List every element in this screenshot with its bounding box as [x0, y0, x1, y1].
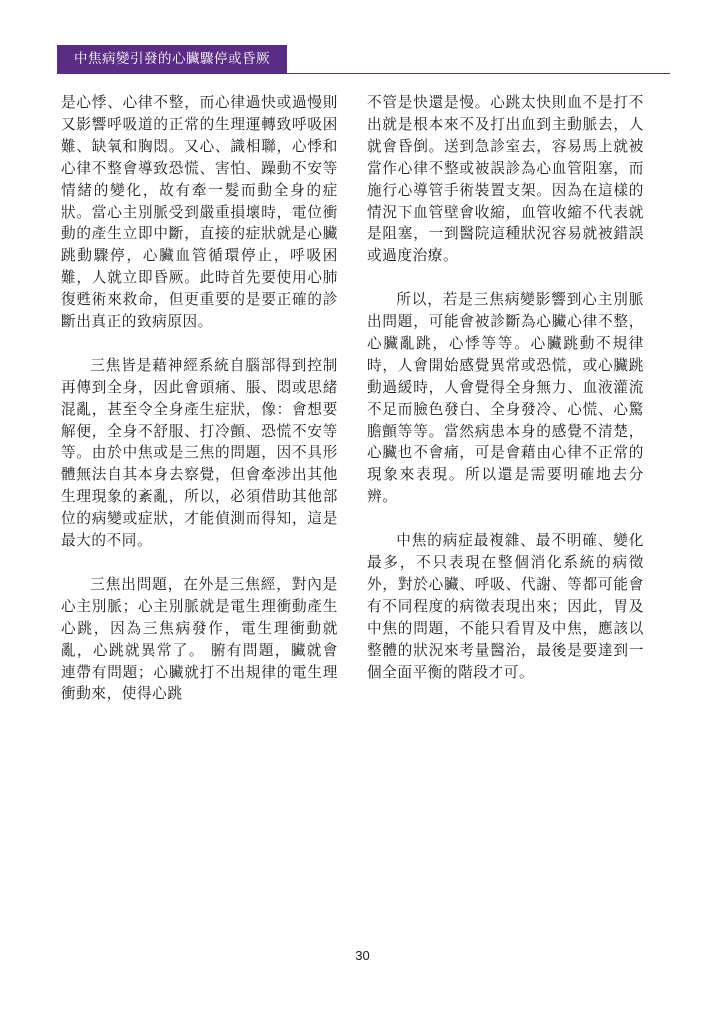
page-number: 30: [355, 948, 370, 963]
header-title: 中焦病變引發的心臟驟停或昏厥: [74, 51, 270, 67]
header-rule: [57, 73, 670, 74]
right-paragraph-3: 中焦的病症最複雜、最不明確、變化最多，不只表現在整個消化系統的病徵外，對於心臟、呼吸、代謝、等都可能會有不同程度的病徵表現出來；因此，胃及中焦的問題，不能只看胃及中焦，應該以整體的狀況來考量醫治，最後是要達到一個全面平衡的階段才可。: [367, 532, 644, 681]
right-paragraph-1: 不管是快還是慢。心跳太快則血不是打不出就是根本來不及打出血到主動脈去，人就會昏倒。送到急診室去，容易馬上就被當作心律不整或被誤診為心血管阻塞，而施行心導管手術裝置支架。因為在這樣的情況下血管壁會收縮，血管收縮不代表就是阻塞，一到醫院這種狀況容易就被錯誤或過度治療。: [367, 94, 644, 265]
header-band: [57, 45, 287, 73]
left-column: [61, 92, 338, 705]
right-paragraph-2: 所以，若是三焦病變影響到心主別脈出問題，可能會被診斷為心臟心律不整，心臟亂跳，心悸等等。心臟跳動不規律時，人會開始感覺異常或恐慌，或心臟跳動過緩時，人會覺得全身無力、血液灌流不足而臉色發白、全身發冷、心慌、心驚膽顫等等。當然病患本身的感覺不清楚，心臟也不會痛，可是會藉由心律不正常的現象來表現。所以還是需要明確地去分辨。: [367, 291, 644, 506]
left-paragraph-2: 三焦皆是藉神經系統自腦部得到控制再傳到全身，因此會頭痛、脹、悶或思緒混亂，甚至令全身產生症狀，像：會想要解便，全身不舒服、打冷顫、恐慌不安等等。由於中焦或是三焦的問題，因不具形體無法自其本身去察覺，但會牽涉出其他生理現象的紊亂，所以，必須借助其他部位的病變或症狀，才能偵測而得知，這是最大的不同。: [61, 356, 338, 550]
left-paragraph-1: 是心悸、心律不整，而心律過快或過慢則又影響呼吸道的正常的生理運轉致呼吸困難、缺氧和胸悶。又心、識相聯，心悸和心律不整會導致恐慌、害怕、躁動不安等情緒的變化，故有牽一髮而動全身的症狀。當心主別脈受到嚴重損壞時，電位衝動的產生立即中斷，直接的症狀就是心臟跳動驟停，心臟血管循環停止，呼吸困難，人就立即昏厥。此時首先要使用心肺復甦術來救命，但更重要的是要正確的診斷出真正的致病原因。: [61, 94, 338, 331]
right-column: [367, 92, 644, 683]
left-paragraph-3: 三焦出問題，在外是三焦經，對內是心主別脈；心主別脈就是電生理衝動產生心跳，因為三焦病發作，電生理衝動就亂，心跳就異常了。 腑有問題，臟就會連帶有問題；心臟就打不出規律的電生理衝動來，使得心跳: [61, 575, 338, 703]
